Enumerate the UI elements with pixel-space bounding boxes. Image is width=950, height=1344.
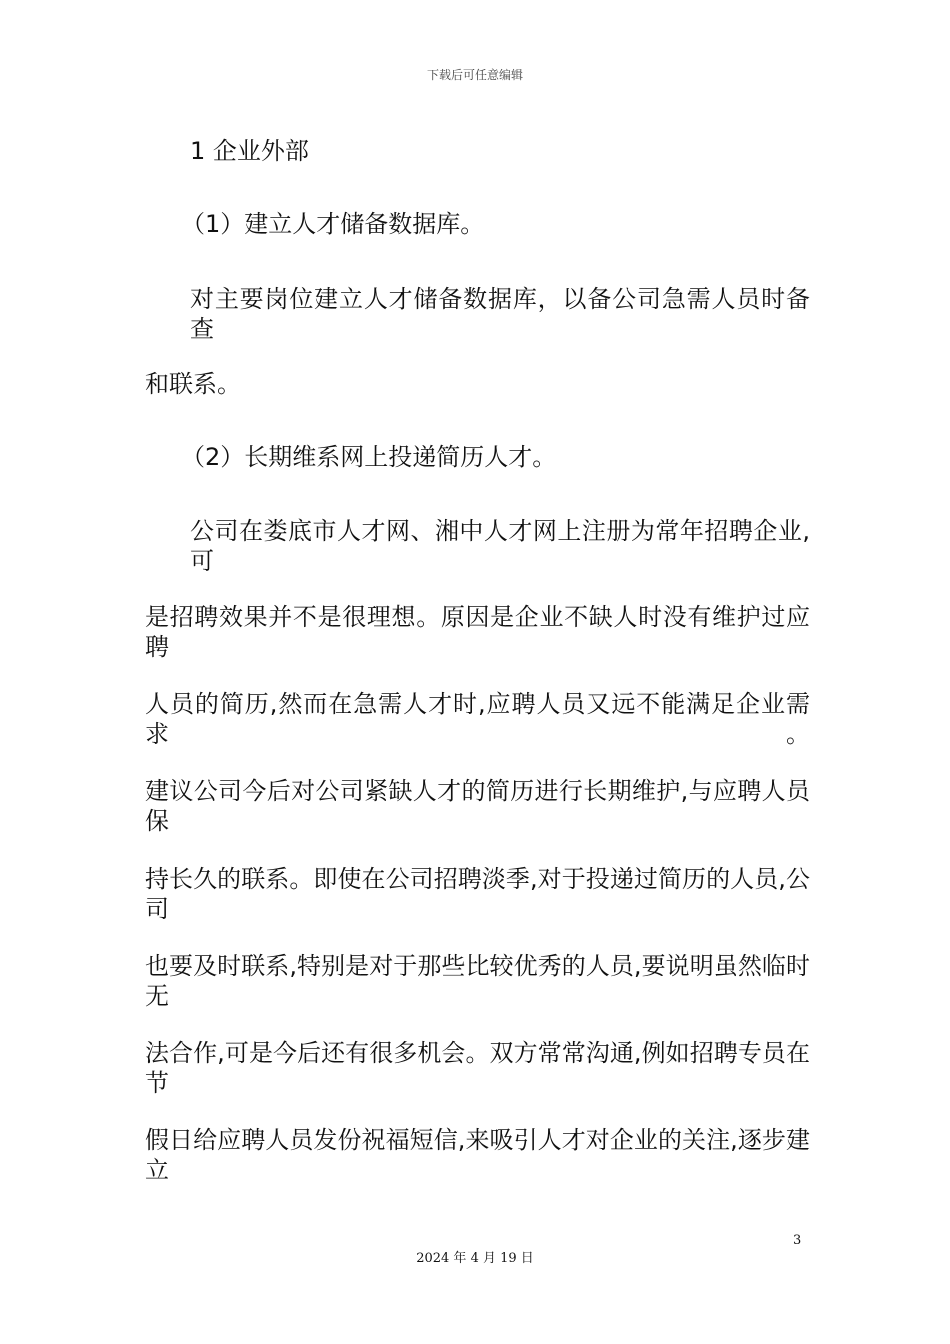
page-header: 下载后可任意编辑 bbox=[426, 68, 523, 82]
paragraph-line: 建议公司今后对公司紧缺人才的简历进行长期维护,与应聘人员保 bbox=[145, 777, 810, 835]
paragraph-line: 人员的简历,然而在急需人才时,应聘人员又远不能满足企业需求。 bbox=[145, 690, 810, 748]
page-number: 3 bbox=[793, 1233, 802, 1248]
paragraph-line: 公司在娄底市人才网、湘中人才网上注册为常年招聘企业,可 bbox=[190, 517, 810, 575]
item-title: （1）建立人才储备数据库。 bbox=[181, 210, 485, 238]
footer-date: 2024 年 4 月 19 日 bbox=[416, 1251, 534, 1266]
item-title: （2）长期维系网上投递简历人才。 bbox=[181, 443, 557, 471]
paragraph-line: 假日给应聘人员发份祝福短信,来吸引人才对企业的关注,逐步建立 bbox=[145, 1126, 810, 1184]
paragraph-line: 也要及时联系,特别是对于那些比较优秀的人员,要说明虽然临时无 bbox=[145, 952, 810, 1010]
paragraph-line: 对主要岗位建立人才储备数据库，以备公司急需人员时备查 bbox=[190, 285, 810, 343]
paragraph-line: 法合作,可是今后还有很多机会。双方常常沟通,例如招聘专员在节 bbox=[145, 1039, 810, 1097]
paragraph-line: 是招聘效果并不是很理想。原因是企业不缺人时没有维护过应聘 bbox=[145, 603, 810, 661]
section-heading: 1 企业外部 bbox=[190, 137, 309, 165]
paragraph-line: 持长久的联系。即使在公司招聘淡季,对于投递过简历的人员,公司 bbox=[145, 865, 810, 923]
paragraph-line: 和联系。 bbox=[145, 370, 241, 398]
